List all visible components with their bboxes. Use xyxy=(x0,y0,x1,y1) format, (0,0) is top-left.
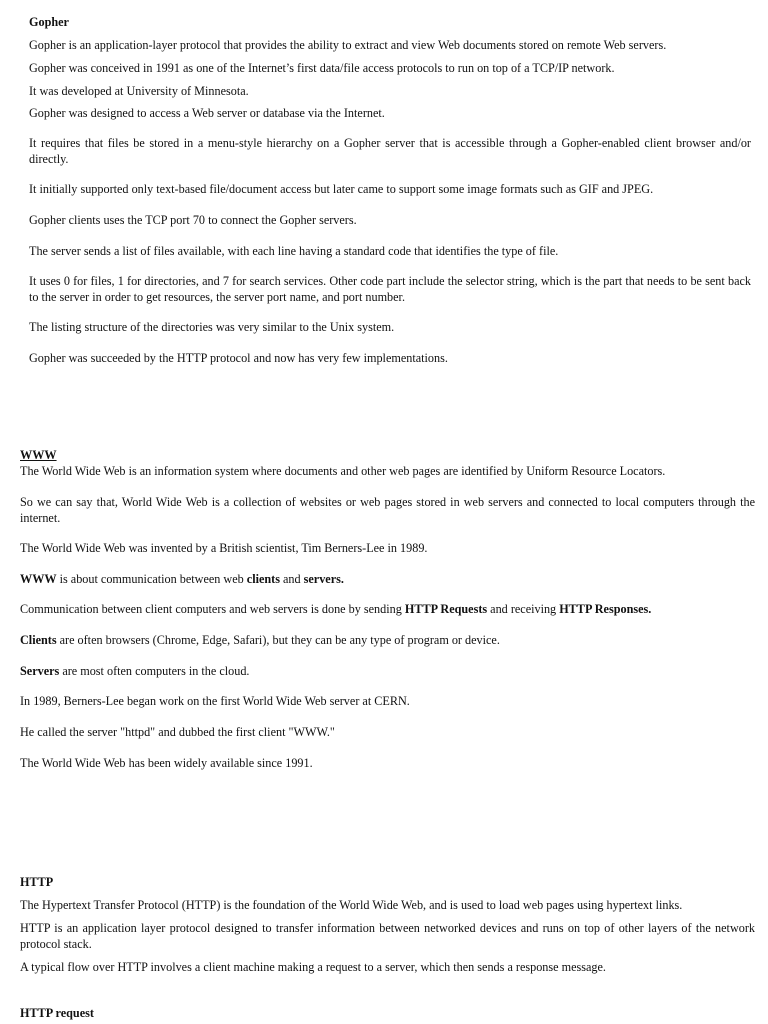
www-paragraph-1: The World Wide Web is an information system where documents and other web pages are identified by Uniform Resource Locators. xyxy=(20,464,666,478)
www-p4-text-1: is about communication between web xyxy=(56,572,247,586)
http-paragraph-1: The Hypertext Transfer Protocol (HTTP) is the foundation of the World Wide Web, and is used to load web pages using hypertext links. xyxy=(20,898,683,912)
www-p5-text-2: and receiving xyxy=(487,602,560,616)
clients-term: clients xyxy=(246,572,280,586)
www-p7-text: are most often computers in the cloud. xyxy=(59,664,250,678)
www-term: WWW xyxy=(20,572,57,586)
gopher-paragraph-3: It was developed at University of Minnesota. xyxy=(29,84,249,98)
gopher-paragraph-10: The listing structure of the directories was very similar to the Unix system. xyxy=(29,320,395,334)
gopher-heading: Gopher xyxy=(29,15,69,29)
www-paragraph-7 xyxy=(20,664,755,680)
www-paragraph-8: In 1989, Berners-Lee began work on the first World Wide Web server at CERN. xyxy=(20,694,410,708)
gopher-paragraph-11: Gopher was succeeded by the HTTP protocol and now has very few implementations. xyxy=(29,351,448,365)
gopher-paragraph-9: It uses 0 for files, 1 for directories, and 7 for search services. Other code part include the selector string, which is the part that needs to be sent back to the server in order to get resources, the server port name, and port number. xyxy=(29,274,751,304)
gopher-paragraph-1: Gopher is an application-layer protocol that provides the ability to extract and view Web documents stored on remote Web servers. xyxy=(29,38,667,52)
www-paragraph-9: He called the server "httpd" and dubbed the first client "WWW." xyxy=(20,725,335,739)
http-paragraph-3: A typical flow over HTTP involves a client machine making a request to a server, which then sends a response message. xyxy=(20,960,606,974)
www-heading: WWW xyxy=(20,448,57,462)
gopher-paragraph-2: Gopher was conceived in 1991 as one of the Internet’s first data/file access protocols to run on top of a TCP/IP network. xyxy=(29,61,615,75)
http-requests-term: HTTP Requests xyxy=(404,602,488,616)
http-responses-term: HTTP Responses. xyxy=(559,602,652,616)
http-paragraph-2: HTTP is an application layer protocol designed to transfer information between networked devices and runs on top of other layers of the network protocol stack. xyxy=(20,921,755,951)
www-paragraph-10: The World Wide Web has been widely available since 1991. xyxy=(20,756,313,770)
www-paragraph-5 xyxy=(20,602,755,618)
www-p4-text-2: and xyxy=(279,572,304,586)
clients-label: Clients xyxy=(20,633,57,647)
www-paragraph-4 xyxy=(20,572,755,588)
www-p5-text-1: Communication between client computers and web servers is done by sending xyxy=(20,602,405,616)
gopher-paragraph-7: Gopher clients uses the TCP port 70 to connect the Gopher servers. xyxy=(29,213,357,227)
servers-label: Servers xyxy=(20,664,60,678)
http-request-subheading: HTTP request xyxy=(20,1006,94,1020)
www-paragraph-3: The World Wide Web was invented by a British scientist, Tim Berners-Lee in 1989. xyxy=(20,541,428,555)
servers-term: servers. xyxy=(303,572,344,586)
www-p6-text: are often browsers (Chrome, Edge, Safari), but they can be any type of program or device. xyxy=(56,633,500,647)
www-paragraph-6 xyxy=(20,633,755,649)
gopher-paragraph-5: It requires that files be stored in a menu-style hierarchy on a Gopher server that is accessible through a Gopher-enabled client browser and/or directly. xyxy=(29,136,751,166)
www-paragraph-2: So we can say that, World Wide Web is a collection of websites or web pages stored in web servers and connected to local computers through the internet. xyxy=(20,495,755,525)
http-heading: HTTP xyxy=(20,875,54,889)
gopher-paragraph-4: Gopher was designed to access a Web server or database via the Internet. xyxy=(29,106,385,120)
gopher-paragraph-8: The server sends a list of files available, with each line having a standard code that identifies the type of file. xyxy=(29,244,559,258)
gopher-paragraph-6: It initially supported only text-based file/document access but later came to support some image formats such as GIF and JPEG. xyxy=(29,182,654,196)
